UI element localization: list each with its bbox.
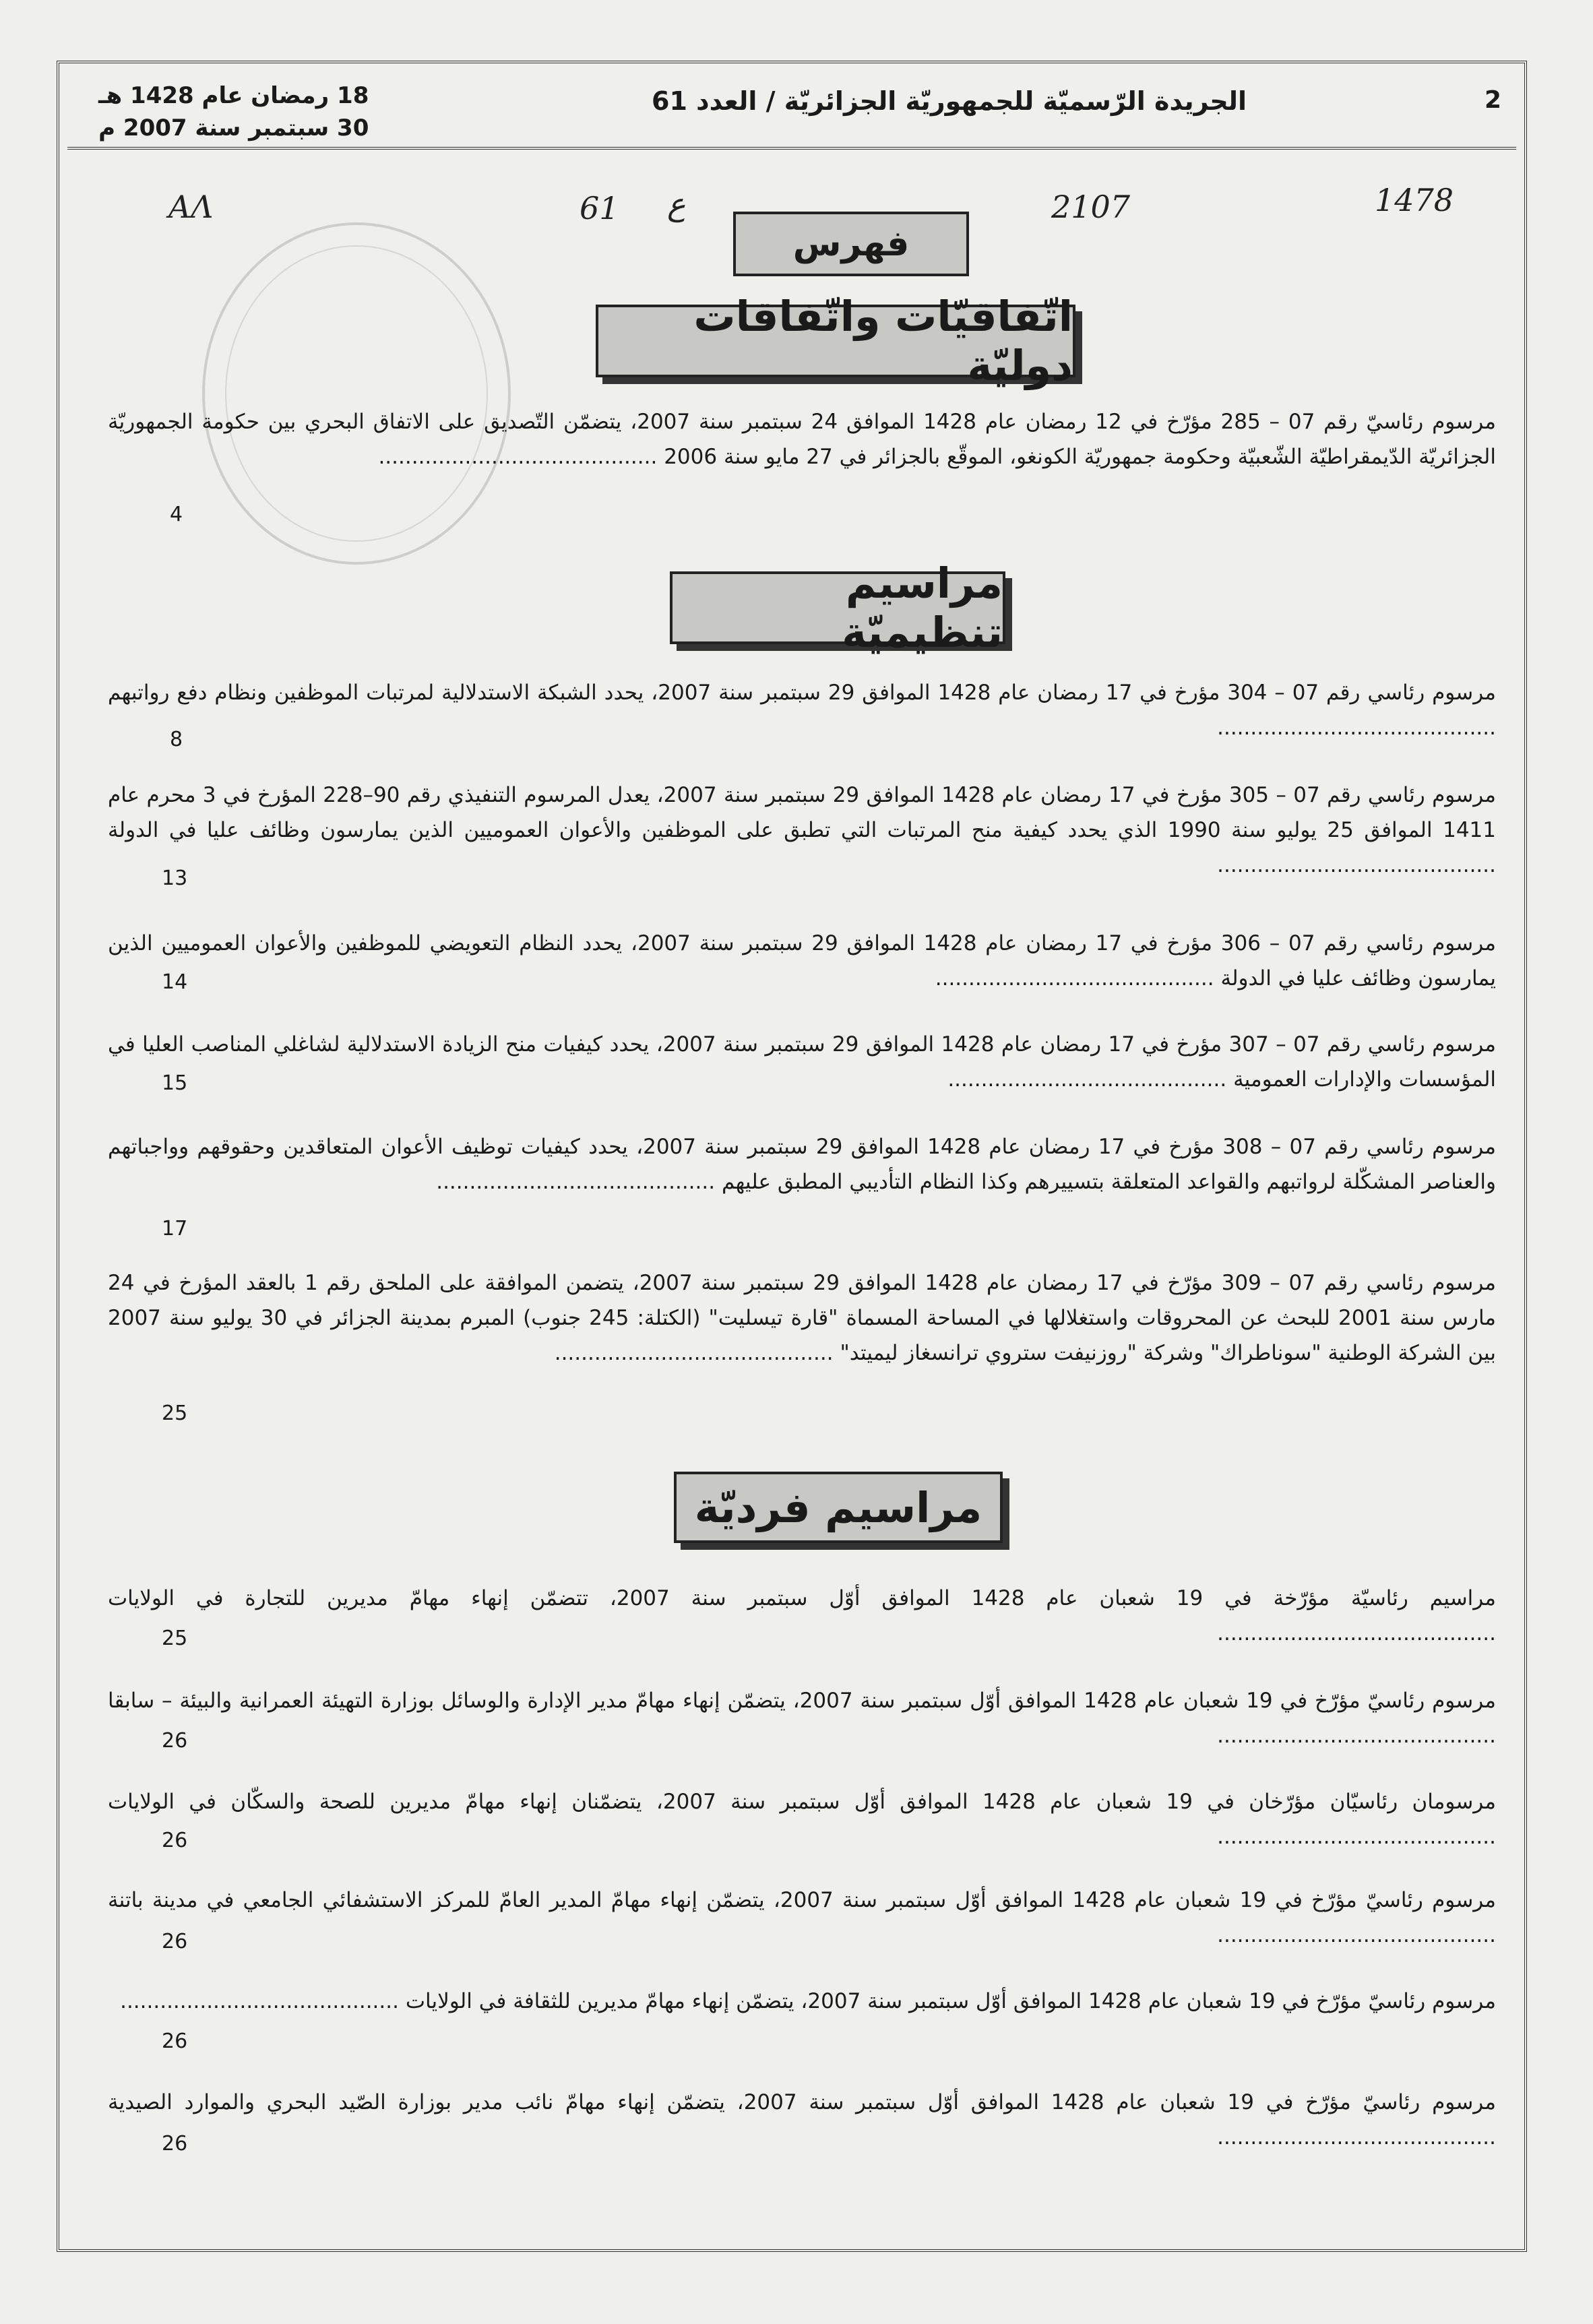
toc-entry-page: 13 [162, 867, 188, 890]
handwritten-note: ع [667, 186, 686, 222]
dot-leader: .......................................... [554, 1341, 834, 1365]
toc-entry [108, 778, 1496, 883]
toc-entry-page: 26 [162, 2132, 188, 2156]
toc-entry-page: 26 [162, 2030, 188, 2053]
handwritten-note: 2107 [1051, 189, 1131, 225]
header-dates [98, 80, 369, 144]
handwritten-note: ΑΛ [168, 189, 214, 225]
dot-leader: .......................................... [436, 1170, 716, 1194]
dot-leader: .......................................... [1217, 853, 1496, 877]
dot-leader: .......................................... [378, 445, 658, 469]
section-title-individual-decrees: مراسيم فرديّة [674, 1472, 1003, 1543]
toc-entry [108, 1265, 1496, 1371]
dot-leader: .......................................... [947, 1067, 1227, 1092]
toc-entry [108, 1129, 1496, 1199]
toc-entry-page: 25 [162, 1402, 188, 1425]
dot-leader: .......................................... [1217, 1724, 1496, 1748]
toc-entry-text: مراسيم رئاسيّة مؤرّخة في 19 شعبان عام 1428 الموافق أوّل سبتمبر سنة 2007، تتضمّن إنهاء مهامّ مديرين للتجارة في الولايات [108, 1586, 1497, 1610]
handwritten-note: 61 [580, 190, 619, 226]
toc-entry-page: 8 [170, 728, 183, 751]
dot-leader: .......................................... [1217, 1621, 1496, 1645]
toc-entry [108, 2085, 1496, 2155]
dot-leader: .......................................... [1217, 2125, 1496, 2149]
toc-entry-text: مرسوم رئاسي رقم 07 – 305 مؤرخ في 17 رمضان عام 1428 الموافق 29 سبتمبر سنة 2007، يعدل المرسوم التنفيذي رقم 90–228 المؤرخ في 3 محرم عام 1411 الموافق 25 يوليو سنة 1990 الذي يحدد كيفية منح المرتبات التي تطبق على الموظفين والأعوان العموميين الذين يمارسون وظائف عليا في الدولة [108, 783, 1496, 842]
dot-leader: .......................................... [120, 1989, 399, 2013]
toc-entry-page: 25 [162, 1627, 188, 1650]
toc-entry [108, 926, 1496, 996]
toc-entry [108, 1883, 1496, 1953]
stamp-mark [202, 222, 511, 565]
toc-entry [108, 675, 1496, 745]
toc-entry [108, 1027, 1496, 1097]
header-date-hijri: 18 رمضان عام 1428 هـ [98, 82, 369, 109]
toc-entry-text: مرسوم رئاسي رقم 07 – 309 مؤرّخ في 17 رمضان عام 1428 الموافق 29 سبتمبر سنة 2007، يتضمن الموافقة على الملحق رقم 1 بالعقد المؤرخ في 24 مارس سنة 2001 للبحث عن المحروقات واستغلالها في المساحة المسماة "قارة تيسليت" (الكتلة: 245 جنوب) المبرم بمدينة الجزائر في 30 يوليو سنة 2007 بين الشركة الوطنية "سوناطراك" وشركة "روزنيفت ستروي ترانسغاز ليميتد" [108, 1271, 1497, 1365]
toc-entry [108, 404, 1496, 474]
section-title-regulatory-decrees: مراسيم تنظيميّة [670, 571, 1005, 644]
toc-entry-text: مرسوم رئاسيّ مؤرّخ في 19 شعبان عام 1428 الموافق أوّل سبتمبر سنة 2007، يتضمّن إنهاء مهامّ المدير العامّ للمركز الاستشفائي الجامعي في مدينة باتنة [108, 1888, 1497, 1912]
dot-leader: .......................................... [1217, 1825, 1496, 1849]
toc-entry-page: 26 [162, 1729, 188, 1753]
toc-entry-page: 26 [162, 1930, 188, 1953]
toc-entry-text: مرسوم رئاسيّ مؤرّخ في 19 شعبان عام 1428 الموافق أوّل سبتمبر سنة 2007، يتضمّن إنهاء مهامّ مديرين للثقافة في الولايات [405, 1989, 1496, 2013]
toc-entry-text: مرسوم رئاسيّ مؤرّخ في 19 شعبان عام 1428 الموافق أوّل سبتمبر سنة 2007، يتضمّن إنهاء مهامّ مدير الإدارة والوسائل بوزارة التهيئة العمرانية والبيئة – سابقا [108, 1689, 1496, 1713]
section-title-international-agreements: اتّفاقيّات واتّفاقات دوليّة [596, 305, 1075, 377]
toc-entry-page: 4 [170, 503, 183, 526]
toc-entry-text: مرسوم رئاسي رقم 07 – 304 مؤرخ في 17 رمضان عام 1428 الموافق 29 سبتمبر سنة 2007، يحدد الشبكة الاستدلالية لمرتبات الموظفين ونظام دفع رواتبهم [108, 681, 1496, 705]
toc-entry [108, 1581, 1496, 1651]
toc-entry-text: مرسوم رئاسيّ مؤرّخ في 19 شعبان عام 1428 الموافق أوّل سبتمبر سنة 2007، يتضمّن إنهاء مهامّ نائب مدير بوزارة الصّيد البحري والموارد الصيدية [108, 2090, 1497, 2114]
page-header [67, 75, 1516, 150]
header-date-gregorian: 30 سبتمبر سنة 2007 م [98, 115, 369, 142]
dot-leader: .......................................... [935, 966, 1214, 991]
toc-entry-text: مرسوم رئاسي رقم 07 – 307 مؤرخ في 17 رمضان عام 1428 الموافق 29 سبتمبر سنة 2007، يحدد كيفيات منح الزيادة الاستدلالية لشاغلي المناصب العليا في المؤسسات والإدارات العمومية [108, 1032, 1496, 1092]
dot-leader: .......................................... [1217, 716, 1496, 740]
toc-entry-page: 15 [162, 1071, 188, 1095]
toc-entry-page: 26 [162, 1829, 188, 1852]
toc-entry-page: 17 [162, 1217, 188, 1240]
header-title: الجريدة الرّسميّة للجمهوريّة الجزائريّة / العدد 61 [652, 86, 1247, 116]
toc-entry-text: مرسوم رئاسي رقم 07 – 306 مؤرخ في 17 رمضان عام 1428 الموافق 29 سبتمبر سنة 2007، يحدد النظام التعويضي للموظفين والأعوان العموميين الذين يمارسون وظائف عليا في الدولة [108, 931, 1496, 991]
handwritten-note: 1478 [1375, 182, 1454, 218]
toc-entry-page: 14 [162, 970, 188, 994]
index-title: فهرس [733, 212, 969, 276]
toc-entry [108, 1683, 1496, 1753]
toc-entry-text: مرسومان رئاسيّان مؤرّخان في 19 شعبان عام 1428 الموافق أوّل سبتمبر سنة 2007، يتضمّنان إنهاء مهامّ مديرين للصحة والسكّان في الولايات [108, 1790, 1497, 1814]
dot-leader: .......................................... [1217, 1923, 1496, 1947]
toc-entry [108, 1784, 1496, 1854]
toc-entry-text: مرسوم رئاسي رقم 07 – 308 مؤرخ في 17 رمضان عام 1428 الموافق 29 سبتمبر سنة 2007، يحدد كيفيات توظيف الأعوان المتعاقدين وحقوقهم وواجباتهم والعناصر المشكّلة لرواتبهم والقواعد المتعلقة بتسييرهم وكذا النظام التأديبي المطبق عليهم [108, 1135, 1496, 1194]
toc-entry [108, 1984, 1496, 2019]
toc-entry-text: مرسوم رئاسيّ رقم 07 – 285 مؤرّخ في 12 رمضان عام 1428 الموافق 24 سبتمبر سنة 2007، يتضمّن التّصديق على الاتفاق البحري بين حكومة الجمهوريّة الجزائريّة الدّيمقراطيّة الشّعبيّة وحكومة جمهوريّة الكونغو، الموقّع بالجزائر في 27 مايو سنة 2006 [108, 410, 1496, 469]
header-page-number: 2 [1484, 86, 1501, 114]
